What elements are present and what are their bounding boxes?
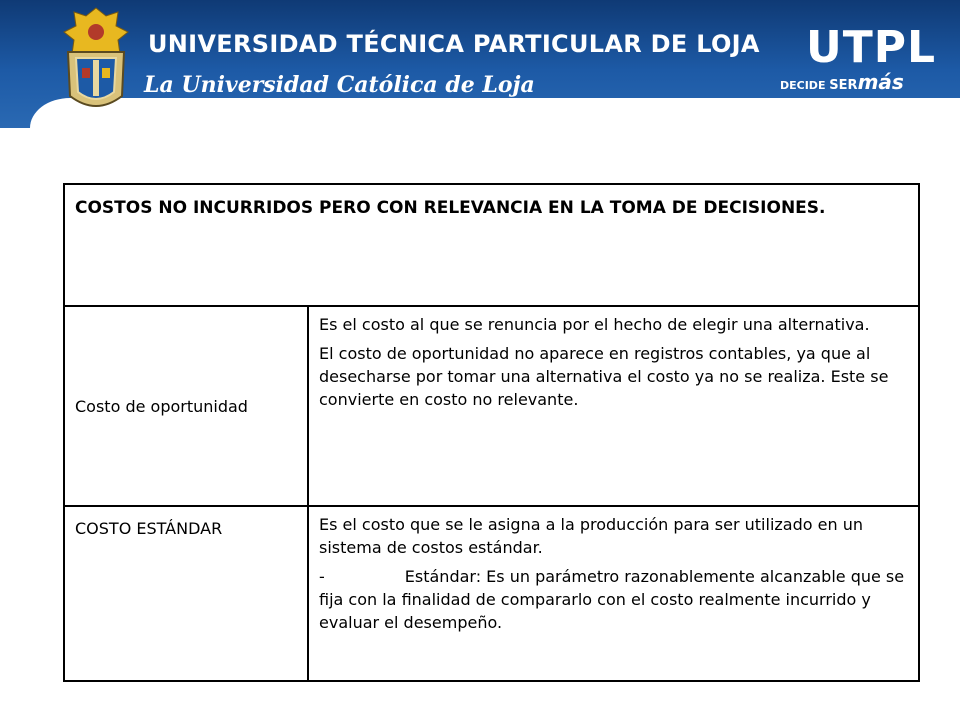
banner-curve (30, 98, 960, 178)
row-label-standard-cost: COSTO ESTÁNDAR (64, 506, 308, 681)
description-paragraph: Es el costo que se le asigna a la producción para ser utilizado en un sistema de costos estándar. (319, 515, 863, 557)
university-tagline: La Universidad Católica de Loja (144, 72, 535, 98)
row-description-opportunity-cost (308, 306, 919, 506)
row-label-opportunity-cost: Costo de oportunidad (64, 306, 308, 506)
slogan-mas: más (857, 70, 904, 94)
table-row (64, 306, 919, 506)
slogan-ser: SER (829, 78, 858, 93)
costs-table (63, 183, 920, 682)
bullet-text: Estándar: Es un parámetro razonablemente alcanzable que se fija con la finalidad de compararlo con el costo realmente incurrido y evaluar el desempeño. (319, 567, 905, 632)
table-row (64, 506, 919, 681)
row-description-standard-cost (308, 506, 919, 681)
description-paragraph: Es el costo al que se renuncia por el hecho de elegir una alternativa. (319, 315, 870, 334)
university-name: UNIVERSIDAD TÉCNICA PARTICULAR DE LOJA (148, 30, 760, 58)
slogan-decide: DECIDE (780, 79, 830, 92)
description-paragraph: El costo de oportunidad no aparece en registros contables, ya que al desecharse por tomar una alternativa el costo ya no se realiza. Este se convierte en costo no relevante. (319, 344, 889, 409)
description-paragraph-bulleted (319, 565, 908, 634)
brand-slogan (780, 70, 904, 94)
table-heading: COSTOS NO INCURRIDOS PERO CON RELEVANCIA EN LA TOMA DE DECISIONES. (64, 184, 919, 306)
brand-logo-text: UTPL (806, 22, 937, 73)
bullet-dash: - (319, 567, 325, 586)
university-crest-logo (58, 6, 134, 118)
table-heading-row (64, 184, 919, 306)
